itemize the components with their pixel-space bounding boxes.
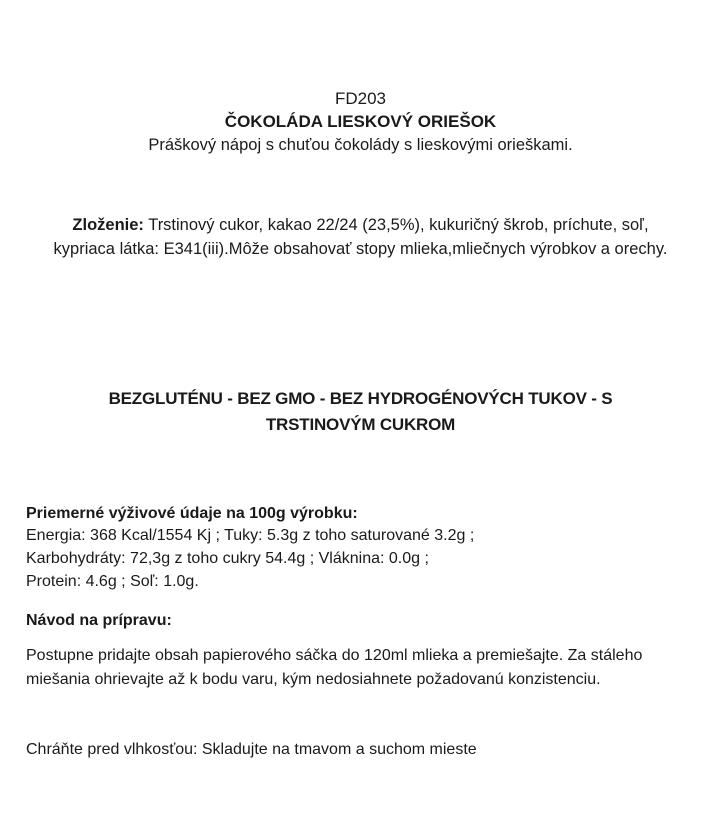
instructions-heading: Návod na prípravu: xyxy=(26,612,172,629)
product-claims: BEZGLUTÉNU - BEZ GMO - BEZ HYDROGÉNOVÝCH TUKOV - S TRSTINOVÝM CUKROM xyxy=(108,389,613,434)
composition-text: Trstinový cukor, kakao 22/24 (23,5%), kukuričný škrob, príchute, soľ, kypriaca látka: E341(iii).Môže obsahovať stopy mlieka,mliečnych výrobkov a orechy. xyxy=(53,216,668,258)
nutrition-heading: Priemerné výživové údaje na 100g výrobku: xyxy=(26,505,358,522)
instructions-text: Postupne pridajte obsah papierového sáčka do 120ml mlieka a premiešajte. Za stáleho miešania ohrievajte až k bodu varu, kým nedosiahnete požadovanú konzistenciu. xyxy=(26,647,643,688)
composition-paragraph xyxy=(40,213,681,261)
product-description: Práškový nápoj s chuťou čokolády s lieskovými orieškami. xyxy=(148,136,573,154)
storage-note: Chráňte pred vlhkosťou: Skladujte na tmavom a suchom mieste xyxy=(26,741,477,758)
composition-label: Zloženie: xyxy=(72,216,144,234)
nutrition-line: Protein: 4.6g ; Soľ: 1.0g. xyxy=(26,573,199,590)
product-name: ČOKOLÁDA LIESKOVÝ ORIEŠOK xyxy=(224,112,497,131)
product-code: FD203 xyxy=(334,89,387,108)
nutrition-line: Karbohydráty: 72,3g z toho cukry 54.4g ; Vláknina: 0.0g ; xyxy=(26,550,429,567)
nutrition-line: Energia: 368 Kcal/1554 Kj ; Tuky: 5.3g z toho saturované 3.2g ; xyxy=(26,527,475,544)
